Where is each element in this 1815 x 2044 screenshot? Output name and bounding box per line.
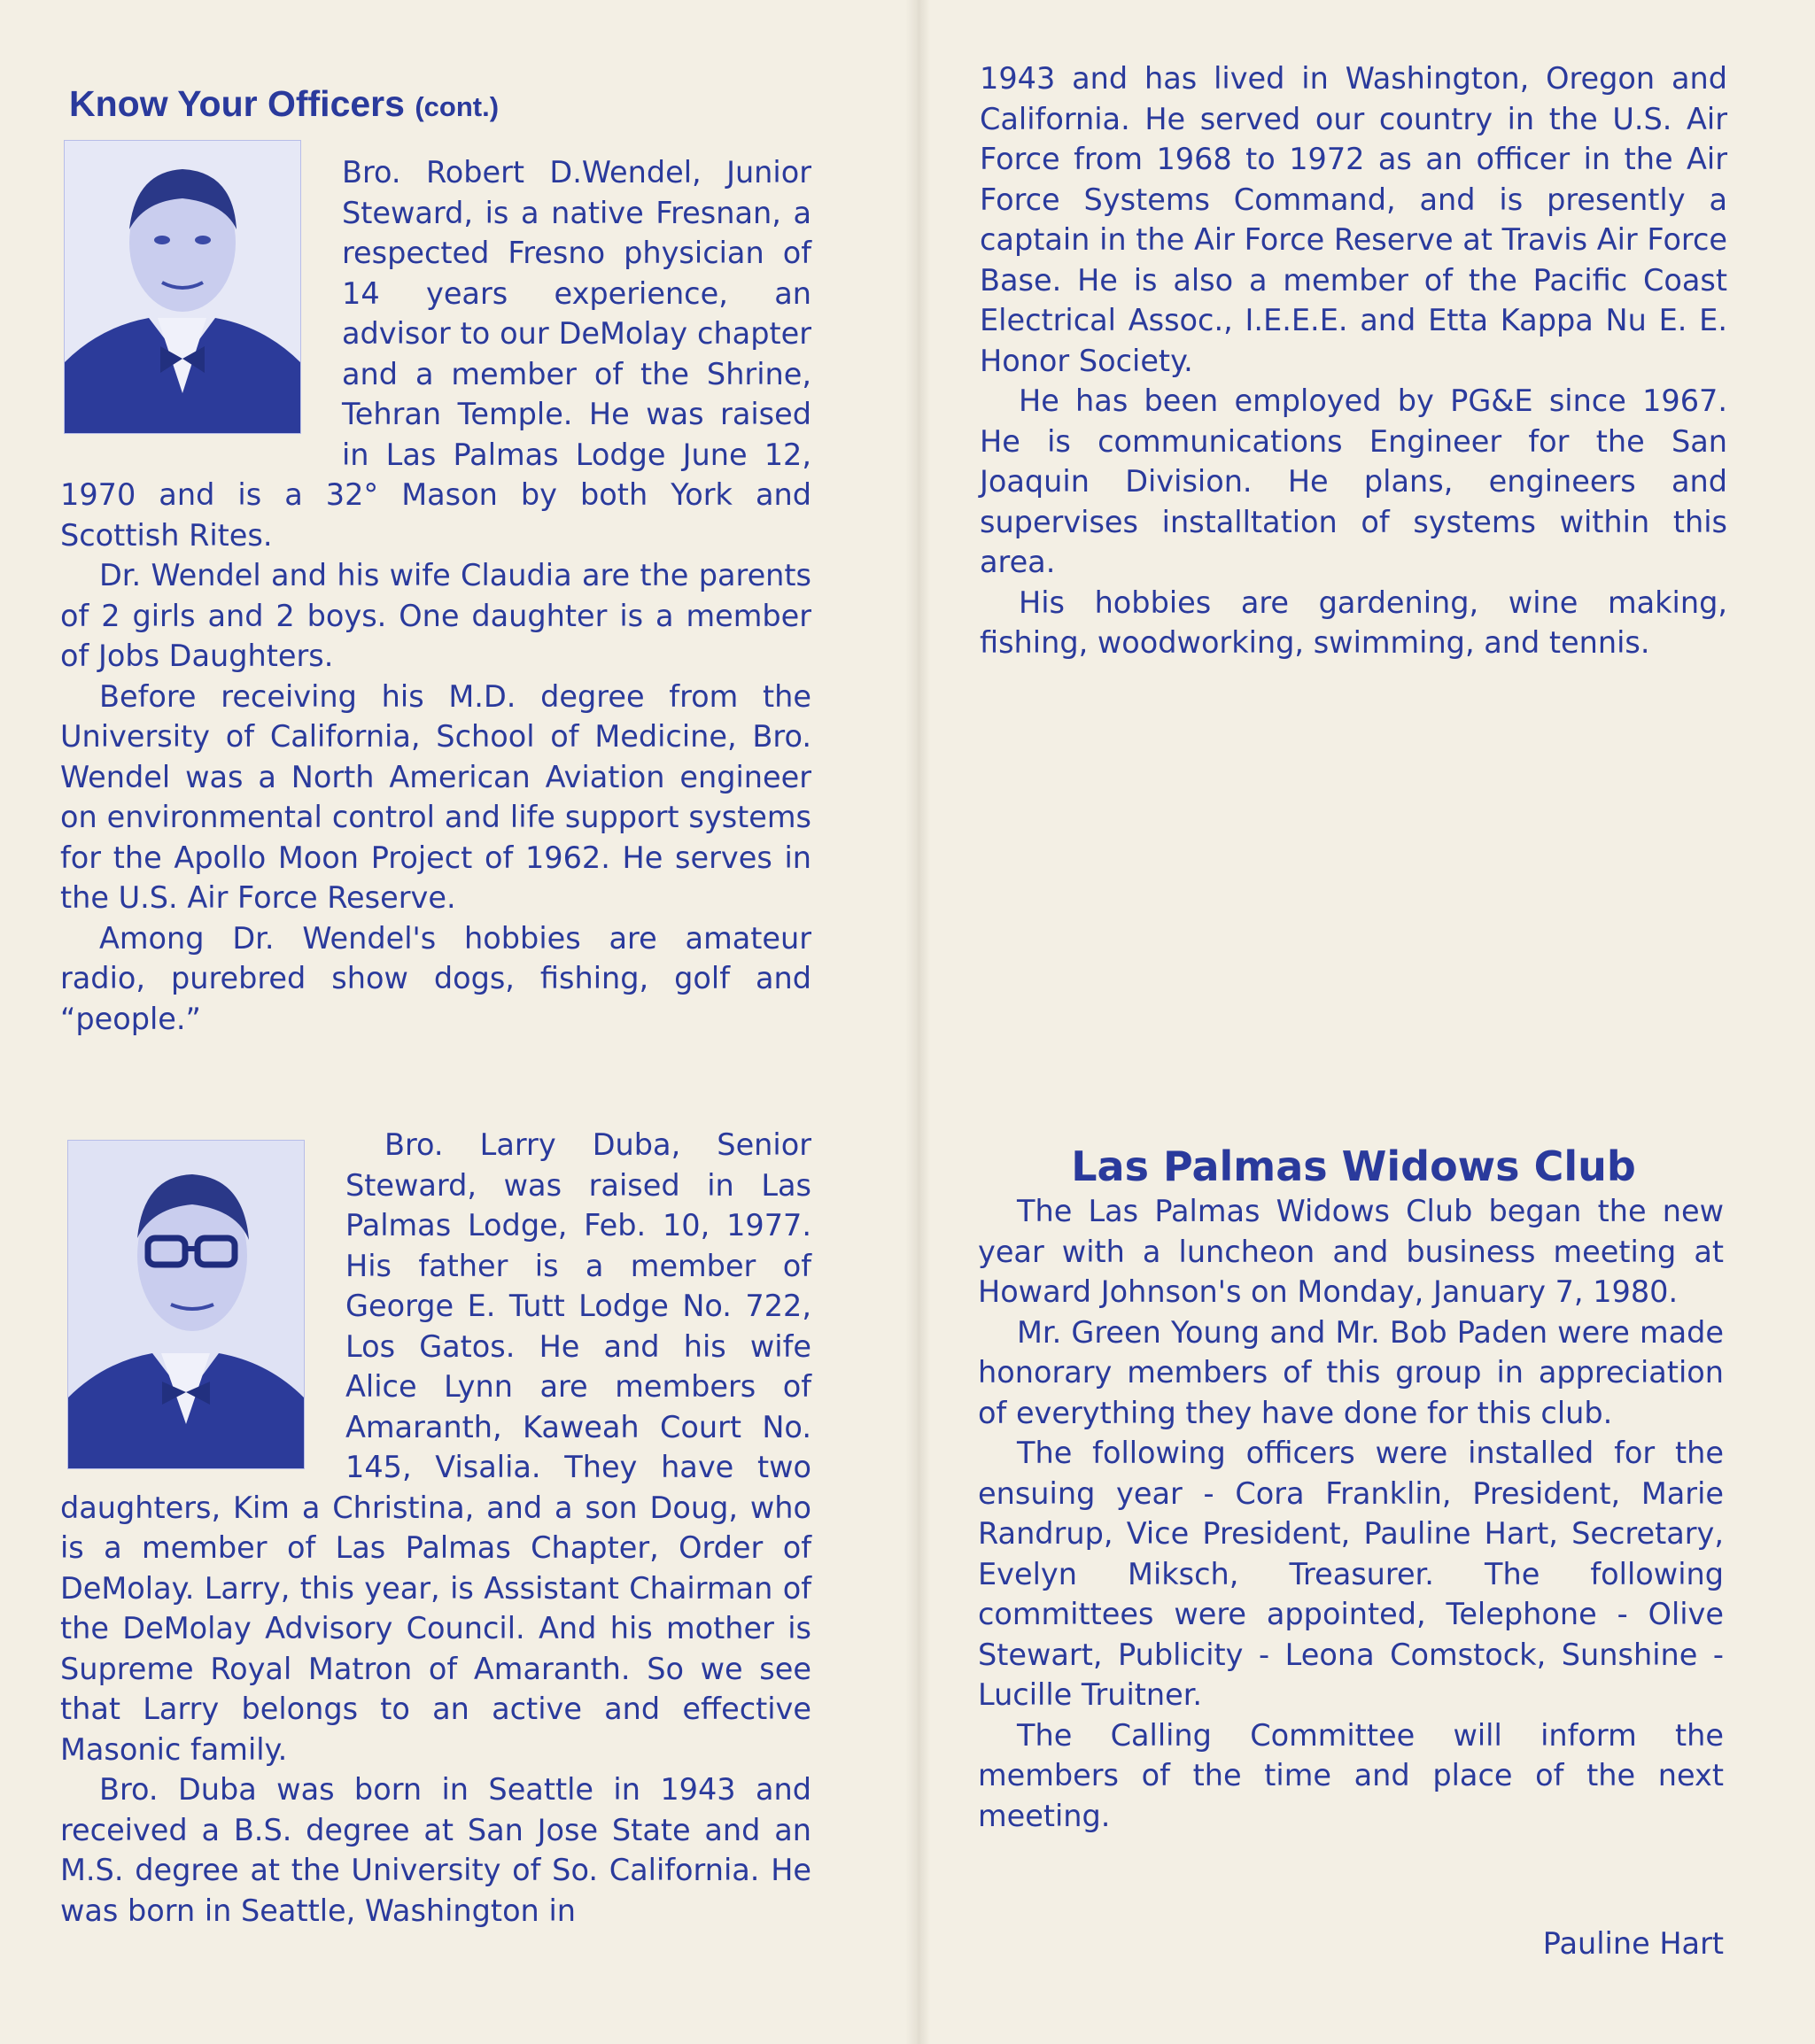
photo-spacer [60,152,342,450]
duba-paragraph-1: Bro. Larry Duba, Senior Steward, was raised in Las Palmas Lodge, Feb. 10, 1977. His father is a member of George E. Tutt Lodge No. 722, Los Gatos. He and his wife Alice Lynn are members of Amaranth, Kaweah Court No. 145, Visalia. They have two daughters, Kim a Christina, and a son Doug, who is a member of Las Palmas Chapter, Order of DeMolay. Larry, this year, is Assistant Chairman of the DeMolay Advisory Council. And his mother is Supreme Royal Matron of Amaranth. So we see that Larry belongs to an active and effective Masonic family. [60,1127,811,1767]
duba-bio [60,1125,811,1931]
heading-text: Know Your Officers [69,83,405,124]
article-signature: Pauline Hart [1542,1926,1724,1961]
club-paragraph-2: Mr. Green Young and Mr. Bob Paden were made honorary members of this group in appreciation of everything they have done for this club. [978,1314,1724,1430]
widows-club-title: Las Palmas Widows Club [1071,1142,1636,1190]
wendel-paragraph-1: Bro. Robert D.Wendel, Junior Steward, is a native Fresnan, a respected Fresno physician of 14 years experience, an advisor to our DeMolay chapter and a member of the Shrine, Tehran Temple. He was raised in Las Palmas Lodge June 12, 1970 and is a 32° Mason by both York and Scottish Rites. [60,155,811,553]
page-fold [905,0,930,2044]
heading-cont: (cont.) [415,91,500,122]
club-paragraph-1: The Las Palmas Widows Club began the new year with a luncheon and business meeting at Howard Johnson's on Monday, January 7, 1980. [978,1194,1724,1309]
wendel-bio [60,152,811,1039]
duba-cont-paragraph-2: He has been employed by PG&E since 1967. He is communications Engineer for the San Joaquin Division. He plans, engineers and supervises installtation of systems within this area. [980,383,1727,579]
photo-spacer [60,1125,345,1486]
duba-cont-paragraph-3: His hobbies are gardening, wine making, fishing, woodworking, swimming, and tennis. [980,585,1727,660]
club-paragraph-3: The following officers were installed for the ensuing year - Cora Franklin, President, Marie Randrup, Vice President, Pauline Hart, Secretary, Evelyn Miksch, Treasurer. The following committees were appointed, Telephone - Olive Stewart, Publicity - Leona Comstock, Sunshine - Lucille Truitner. [978,1436,1724,1712]
wendel-paragraph-3: Before receiving his M.D. degree from the University of California, School of Medicine, Bro. Wendel was a North American Aviation engineer on environmental control and life support systems for the Apollo Moon Project of 1962. He serves in the U.S. Air Force Reserve. [60,678,811,915]
duba-bio-continued [980,58,1727,663]
duba-cont-paragraph-1: 1943 and has lived in Washington, Oregon and California. He served our country in the U.S. Air Force from 1968 to 1972 as an officer in the Air Force Systems Command, and is presently a captain in the Air Force Reserve at Travis Air Force Base. He is also a member of the Pacific Coast Electrical Assoc., I.E.E.E. and Etta Kappa Nu E. E. Honor Society. [980,61,1727,378]
section-heading [69,83,499,125]
club-paragraph-4: The Calling Committee will inform the members of the time and place of the next meeting. [978,1717,1724,1833]
duba-paragraph-2: Bro. Duba was born in Seattle in 1943 and received a B.S. degree at San Jose State and an M.S. degree at the University of So. California. He was born in Seattle, Washington in [60,1772,811,1928]
wendel-paragraph-2: Dr. Wendel and his wife Claudia are the parents of 2 girls and 2 boys. One daughter is a member of Jobs Daughters. [60,558,811,673]
wendel-paragraph-4: Among Dr. Wendel's hobbies are amateur radio, purebred show dogs, fishing, golf and “people.” [60,920,811,1036]
widows-club-article [978,1191,1724,1836]
